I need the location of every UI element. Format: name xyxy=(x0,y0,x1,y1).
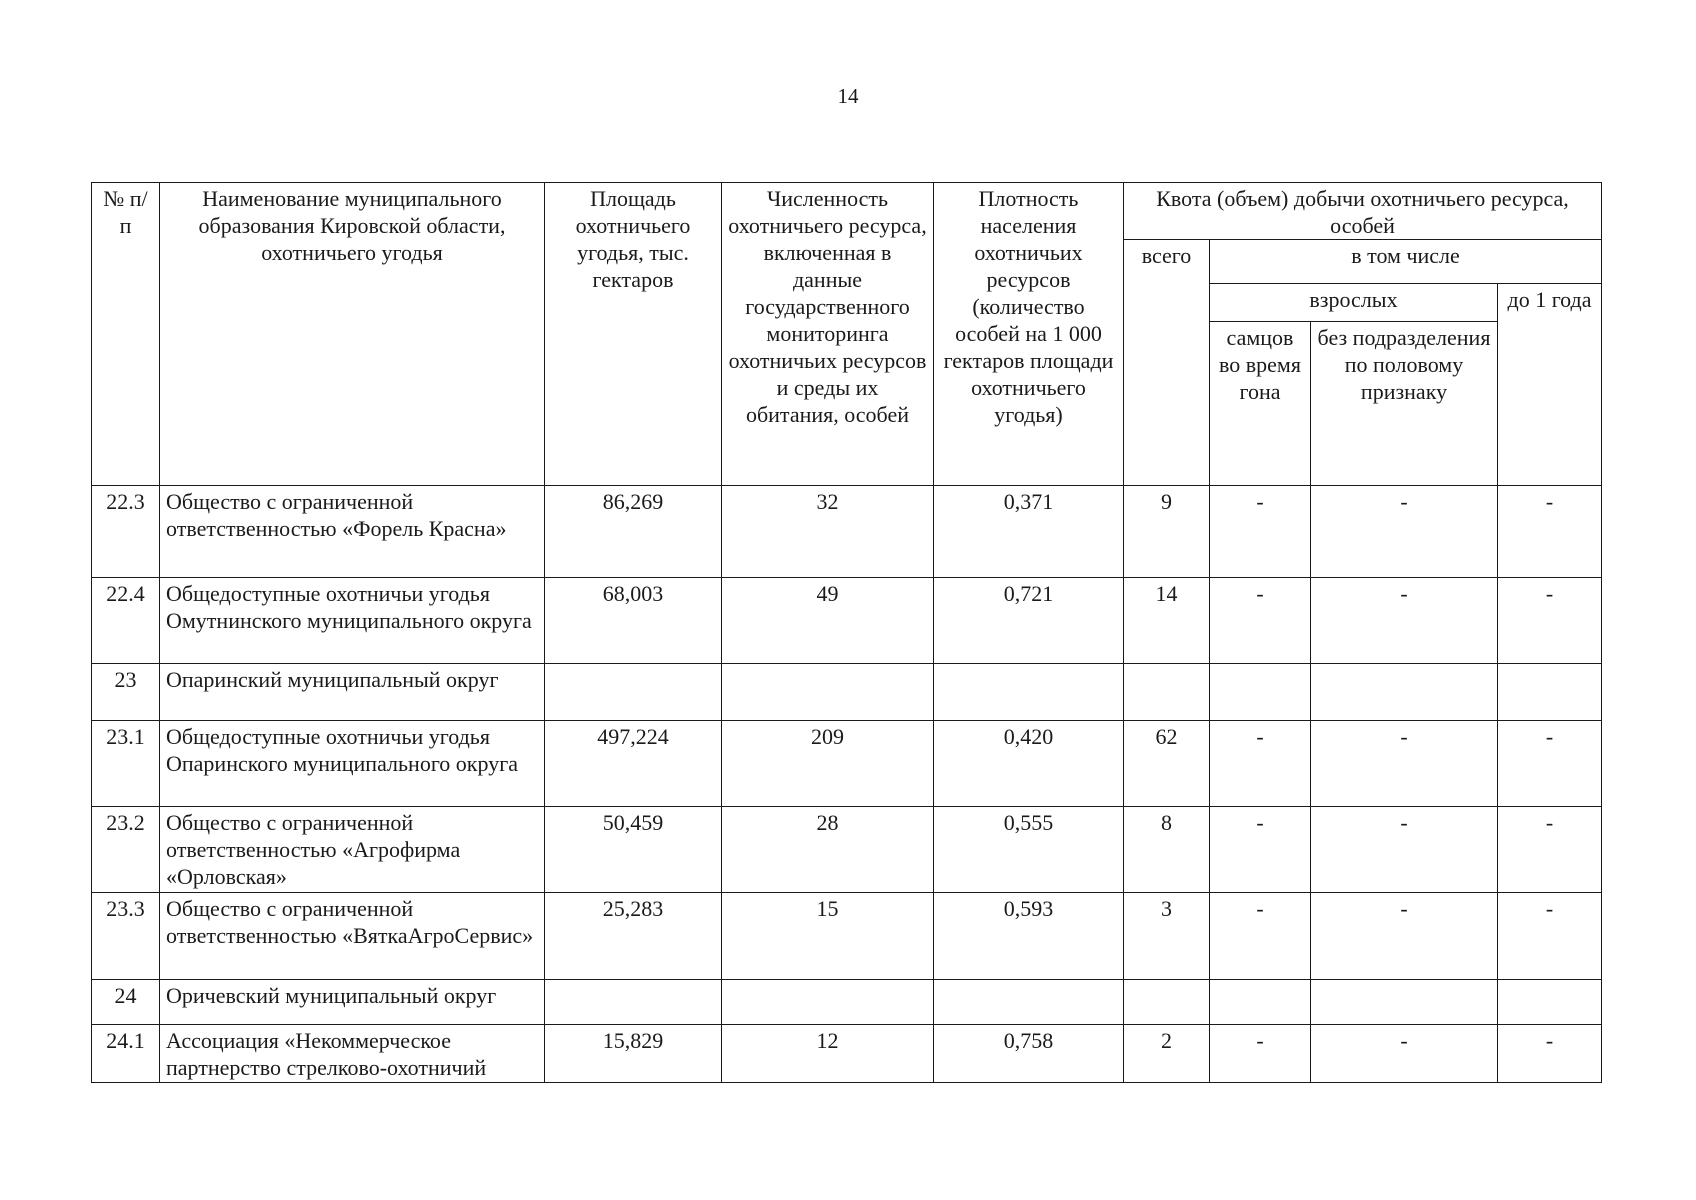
row-density: 0,721 xyxy=(934,578,1124,664)
table-row xyxy=(92,893,1602,980)
row-nosex: - xyxy=(1311,578,1498,664)
row-density: 0,371 xyxy=(934,486,1124,578)
row-no: 24.1 xyxy=(92,1025,160,1083)
header-no: № п/п xyxy=(92,183,160,486)
page-number: 14 xyxy=(837,84,859,108)
row-area: 68,003 xyxy=(545,578,722,664)
header-including: в том числе xyxy=(1210,240,1602,284)
row-density xyxy=(934,980,1124,1025)
row-density: 0,593 xyxy=(934,893,1124,980)
row-nosex: - xyxy=(1311,807,1498,893)
row-total: 9 xyxy=(1124,486,1210,578)
row-no: 23.2 xyxy=(92,807,160,893)
row-density: 0,555 xyxy=(934,807,1124,893)
row-count: 49 xyxy=(722,578,934,664)
row-name: Ассоциация «Некоммерческое партнерство стрелково-охотничий xyxy=(160,1025,545,1083)
row-name: Общедоступные охотничьи угодья Омутнинского муниципального округа xyxy=(160,578,545,664)
table-row xyxy=(92,486,1602,578)
row-name: Оричевский муниципальный округ xyxy=(160,980,545,1025)
row-density: 0,758 xyxy=(934,1025,1124,1083)
table-row xyxy=(92,664,1602,721)
row-no: 24 xyxy=(92,980,160,1025)
row-males: - xyxy=(1210,721,1311,807)
row-count: 32 xyxy=(722,486,934,578)
row-nosex: - xyxy=(1311,893,1498,980)
row-nosex: - xyxy=(1311,1025,1498,1083)
row-young: - xyxy=(1498,486,1602,578)
row-total: 62 xyxy=(1124,721,1210,807)
header-under-one: до 1 года xyxy=(1498,284,1602,486)
row-young: - xyxy=(1498,1025,1602,1083)
header-area: Площадь охотничьего угодья, тыс. гектаров xyxy=(545,183,722,486)
row-area: 50,459 xyxy=(545,807,722,893)
row-area: 15,829 xyxy=(545,1025,722,1083)
row-males: - xyxy=(1210,807,1311,893)
row-males: - xyxy=(1210,486,1311,578)
header-adults: взрослых xyxy=(1210,284,1498,322)
header-count: Численность охотничьего ресурса, включенная в данные государственного мониторинга охотничьих ресурсов и среды их обитания, особей xyxy=(722,183,934,486)
row-males: - xyxy=(1210,578,1311,664)
row-count: 12 xyxy=(722,1025,934,1083)
row-males: - xyxy=(1210,1025,1311,1083)
row-density xyxy=(934,664,1124,721)
header-density: Плотность населения охотничьих ресурсов (количество особей на 1 000 гектаров площади охотничьего угодья) xyxy=(934,183,1124,486)
row-young xyxy=(1498,664,1602,721)
row-area: 497,224 xyxy=(545,721,722,807)
table-row xyxy=(92,1025,1602,1083)
row-count: 209 xyxy=(722,721,934,807)
row-name: Опаринский муниципальный округ xyxy=(160,664,545,721)
row-area: 86,269 xyxy=(545,486,722,578)
row-area: 25,283 xyxy=(545,893,722,980)
row-name: Общество с ограниченной ответственностью «Агрофирма «Орловская» xyxy=(160,807,545,893)
row-density: 0,420 xyxy=(934,721,1124,807)
row-count xyxy=(722,664,934,721)
row-no: 22.3 xyxy=(92,486,160,578)
row-young: - xyxy=(1498,578,1602,664)
table-row xyxy=(92,721,1602,807)
row-total xyxy=(1124,980,1210,1025)
row-young: - xyxy=(1498,807,1602,893)
row-nosex: - xyxy=(1311,486,1498,578)
header-quota: Квота (объем) добычи охотничьего ресурса, особей xyxy=(1124,183,1602,240)
row-no: 23.3 xyxy=(92,893,160,980)
row-no: 23 xyxy=(92,664,160,721)
header-name: Наименование муниципального образования Кировской области, охотничьего угодья xyxy=(160,183,545,486)
row-nosex xyxy=(1311,980,1498,1025)
row-count: 28 xyxy=(722,807,934,893)
row-males xyxy=(1210,980,1311,1025)
row-name: Общество с ограниченной ответственностью «Форель Красна» xyxy=(160,486,545,578)
header-males-rut: самцов во время гона xyxy=(1210,322,1311,486)
row-no: 22.4 xyxy=(92,578,160,664)
row-total: 8 xyxy=(1124,807,1210,893)
row-name: Общедоступные охотничьи угодья Опаринского муниципального округа xyxy=(160,721,545,807)
row-males xyxy=(1210,664,1311,721)
row-young: - xyxy=(1498,893,1602,980)
table-row xyxy=(92,578,1602,664)
row-total xyxy=(1124,664,1210,721)
header-no-sex: без подразделения по половому признаку xyxy=(1311,322,1498,486)
row-name: Общество с ограниченной ответственностью «ВяткаАгроСервис» xyxy=(160,893,545,980)
row-area xyxy=(545,980,722,1025)
row-area xyxy=(545,664,722,721)
table-row xyxy=(92,980,1602,1025)
row-total: 14 xyxy=(1124,578,1210,664)
row-count: 15 xyxy=(722,893,934,980)
row-young: - xyxy=(1498,721,1602,807)
quota-table xyxy=(91,182,1602,1083)
row-males: - xyxy=(1210,893,1311,980)
row-total: 2 xyxy=(1124,1025,1210,1083)
row-no: 23.1 xyxy=(92,721,160,807)
row-count xyxy=(722,980,934,1025)
row-total: 3 xyxy=(1124,893,1210,980)
header-total: всего xyxy=(1124,240,1210,486)
row-nosex xyxy=(1311,664,1498,721)
table-row xyxy=(92,807,1602,893)
row-nosex: - xyxy=(1311,721,1498,807)
row-young xyxy=(1498,980,1602,1025)
